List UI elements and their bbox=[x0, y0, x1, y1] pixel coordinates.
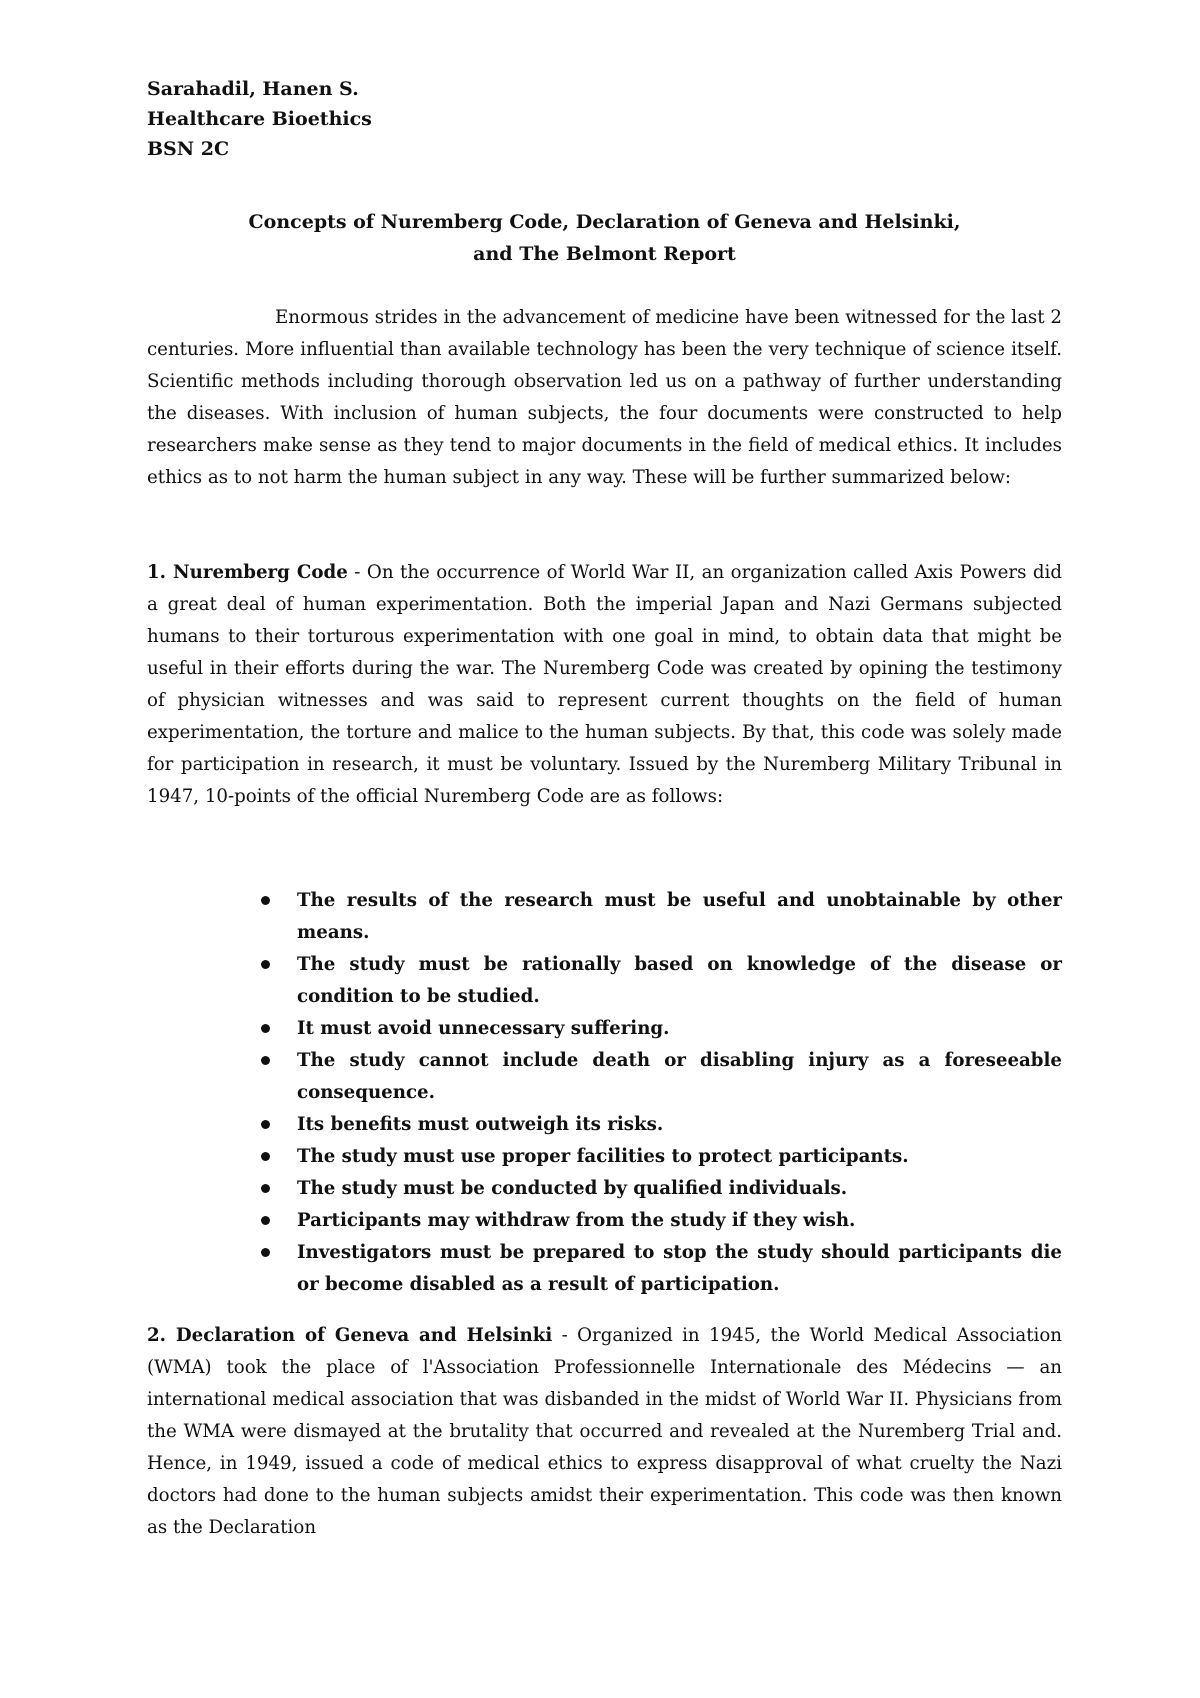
bullet-icon bbox=[261, 1184, 270, 1193]
list-item bbox=[147, 1141, 1062, 1173]
course-name: Healthcare Bioethics bbox=[147, 108, 372, 130]
list-item bbox=[147, 1013, 1062, 1045]
class-section: BSN 2C bbox=[147, 138, 230, 160]
list-item bbox=[147, 949, 1062, 1013]
geneva-helsinki-paragraph bbox=[147, 1320, 1062, 1544]
title-line-1: Concepts of Nuremberg Code, Declaration of Geneva and Helsinki, bbox=[248, 211, 961, 233]
bullet-icon bbox=[261, 896, 270, 905]
list-item-text: It must avoid unnecessary suffering. bbox=[297, 1018, 670, 1039]
bullet-icon bbox=[261, 1056, 270, 1065]
list-item bbox=[147, 1173, 1062, 1205]
list-item-text: Participants may withdraw from the study if they wish. bbox=[297, 1210, 856, 1231]
bullet-icon bbox=[261, 1120, 270, 1129]
geneva-helsinki-heading: 2. Declaration of Geneva and Helsinki bbox=[147, 1325, 553, 1346]
document-title bbox=[147, 206, 1062, 270]
bullet-icon bbox=[261, 960, 270, 969]
author-header bbox=[147, 74, 372, 164]
nuremberg-code-heading: 1. Nuremberg Code bbox=[147, 562, 348, 583]
bullet-icon bbox=[261, 1024, 270, 1033]
list-item bbox=[147, 1109, 1062, 1141]
bullet-icon bbox=[261, 1152, 270, 1161]
list-item bbox=[147, 1237, 1062, 1301]
list-item bbox=[147, 885, 1062, 949]
intro-paragraph: Enormous strides in the advancement of medicine have been witnessed for the last 2 centuries. More influential than available technology has been the very technique of science itself. Scientific methods including thorough observation led us on a pathway of further understanding the diseases. With inclusion of human subjects, the four documents were constructed to help researchers make sense as they tend to major documents in the field of medical ethics. It includes ethics as to not harm the human subject in any way. These will be further summarized below: bbox=[147, 307, 1062, 488]
list-item-text: The study cannot include death or disabling injury as a foreseeable consequence. bbox=[297, 1050, 1062, 1103]
nuremberg-code-text: - On the occurrence of World War II, an organization called Axis Powers did a great deal of human experimentation. Both the imperial Japan and Nazi Germans subjected humans to their torturous experimentation with one goal in mind, to obtain data that might be useful in their efforts during the war. The Nuremberg Code was created by opining the testimony of physician witnesses and was said to represent current thoughts on the field of human experimentation, the torture and malice to the human subjects. By that, this code was solely made for participation in research, it must be voluntary. Issued by the Nuremberg Military Tribunal in 1947, 10-points of the official Nuremberg Code are as follows: bbox=[147, 562, 1062, 807]
list-item-text: Its benefits must outweigh its risks. bbox=[297, 1114, 664, 1135]
geneva-helsinki-text: - Organized in 1945, the World Medical Association (WMA) took the place of l'Association Professionnelle Internationale des Médecins — an international medical association that was disbanded in the midst of World War II. Physicians from the WMA were dismayed at the brutality that occurred and revealed at the Nuremberg Trial and. Hence, in 1949, issued a code of medical ethics to express disapproval of what cruelty the Nazi doctors had done to the human subjects amidst their experimentation. This code was then known as the Declaration bbox=[147, 1325, 1062, 1538]
list-item-text: The results of the research must be useful and unobtainable by other means. bbox=[297, 890, 1062, 943]
list-item-text: Investigators must be prepared to stop the study should participants die or become disabled as a result of participation. bbox=[297, 1242, 1062, 1295]
list-item bbox=[147, 1045, 1062, 1109]
bullet-icon bbox=[261, 1216, 270, 1225]
list-item-text: The study must be conducted by qualified individuals. bbox=[297, 1178, 848, 1199]
list-item bbox=[147, 1205, 1062, 1237]
list-item-text: The study must use proper facilities to protect participants. bbox=[297, 1146, 909, 1167]
title-line-2: and The Belmont Report bbox=[473, 243, 736, 265]
nuremberg-points-list bbox=[147, 885, 1062, 1301]
list-item-text: The study must be rationally based on knowledge of the disease or condition to be studied. bbox=[297, 954, 1062, 1007]
nuremberg-code-paragraph bbox=[147, 557, 1062, 813]
author-name: Sarahadil, Hanen S. bbox=[147, 78, 359, 100]
bullet-icon bbox=[261, 1248, 270, 1257]
